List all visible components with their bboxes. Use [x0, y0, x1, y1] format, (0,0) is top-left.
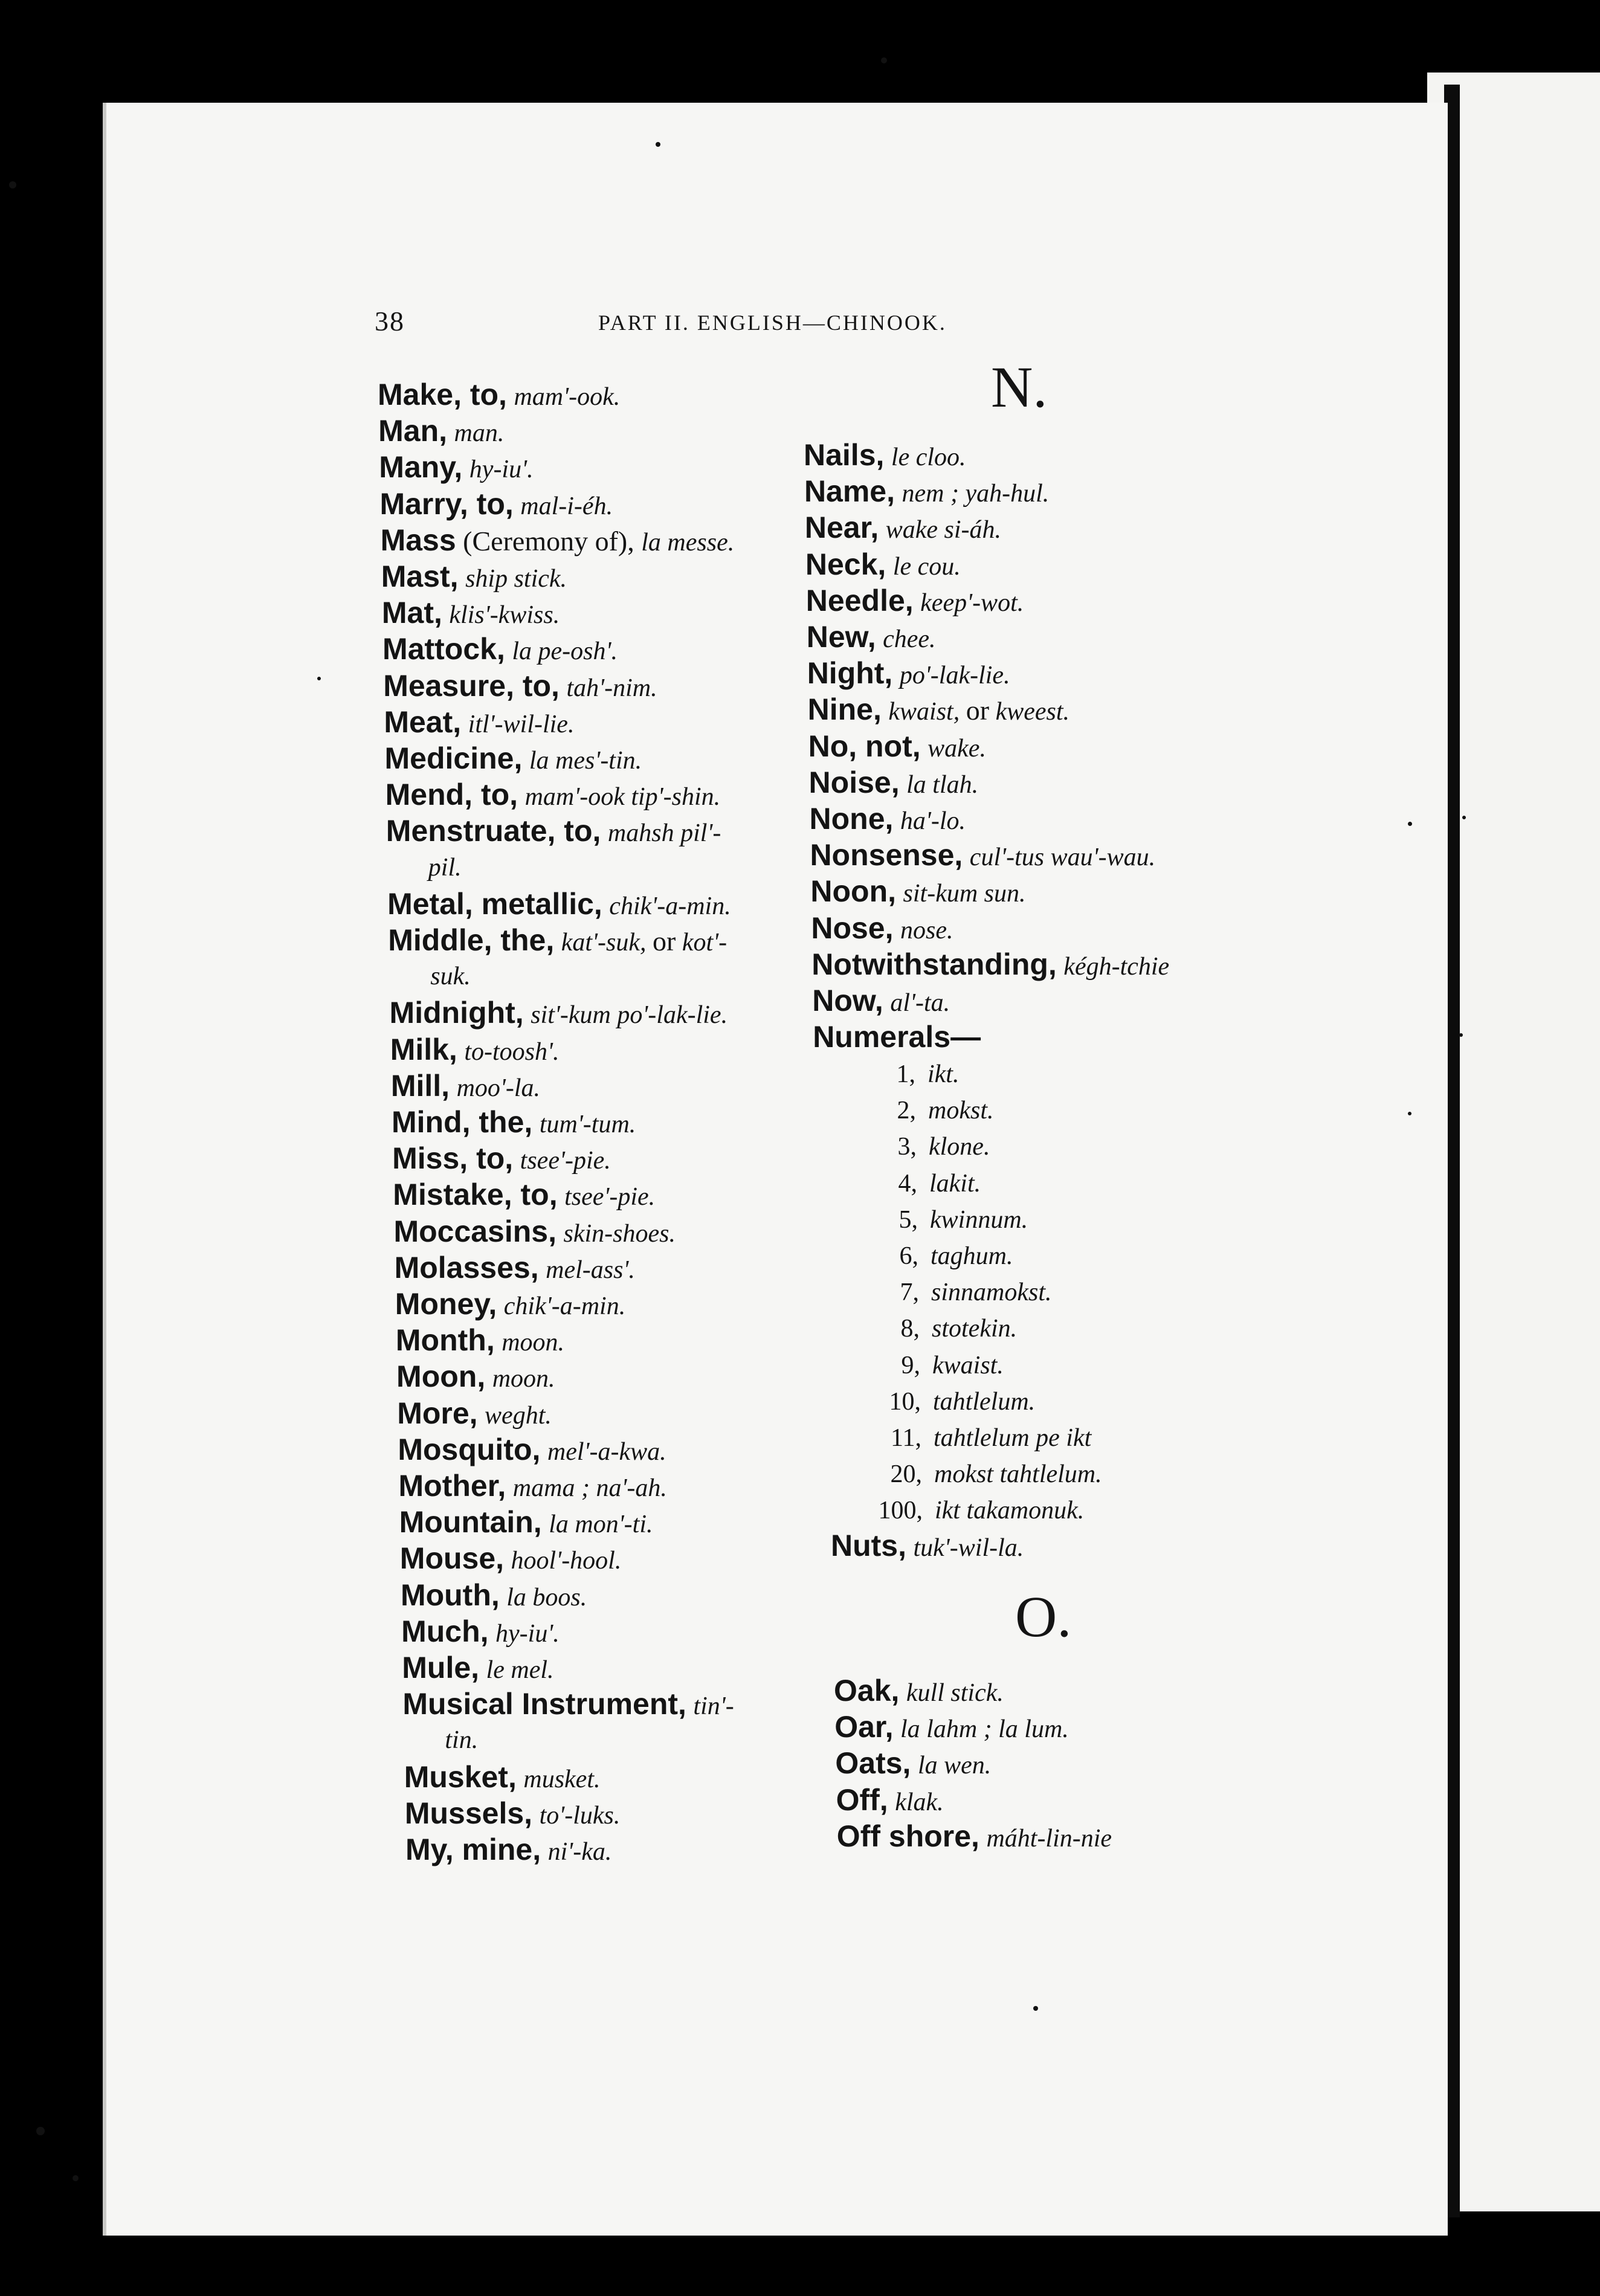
entry-headword: Medicine,	[384, 741, 523, 775]
entry-headword: Noon,	[810, 874, 897, 909]
dictionary-entry	[393, 1214, 676, 1251]
numeral-value: 4,	[898, 1169, 917, 1198]
entry-translation: chee.	[883, 625, 936, 653]
entry-headword: Mind, the,	[392, 1105, 533, 1139]
numeral-value: 2,	[897, 1097, 916, 1125]
entry-headword: Off,	[836, 1782, 888, 1817]
entry-translation: mahsh pil'-	[607, 819, 721, 848]
dictionary-entry	[381, 559, 567, 596]
entry-headword: Mass	[380, 523, 456, 557]
entry-headword: My, mine,	[405, 1833, 541, 1866]
entry-translation: itl'-wil-lie.	[468, 710, 575, 738]
entry-translation: le cloo.	[891, 443, 966, 471]
entry-translation: mam'-ook tip'-shin.	[524, 783, 721, 811]
entry-headword: Off shore,	[836, 1819, 979, 1853]
entry-headword: Many,	[379, 450, 463, 485]
dictionary-entry	[810, 838, 1155, 874]
dictionary-entry	[399, 1505, 653, 1541]
dictionary-entry	[395, 1287, 625, 1323]
entry-translation: chik'-a-min.	[503, 1292, 626, 1320]
entry-translation: sit'-kum po'-lak-lie.	[531, 1001, 728, 1030]
dictionary-entry	[808, 692, 1069, 729]
dictionary-entry	[809, 766, 979, 802]
entry-gloss: (Ceremony of),	[456, 525, 642, 556]
dictionary-entry	[390, 1033, 560, 1069]
entry-translation: mam'-ook.	[514, 383, 621, 411]
dictionary-entry	[404, 1760, 601, 1796]
dictionary-entry	[378, 414, 504, 450]
dictionary-entry	[805, 547, 961, 584]
dictionary-entry	[400, 1541, 622, 1578]
numeral-value: 8,	[900, 1315, 920, 1343]
entry-headword: Mother,	[398, 1469, 506, 1503]
entry-translation: tsee'-pie.	[520, 1147, 611, 1175]
entry-translation: tsee'-pie.	[564, 1183, 656, 1211]
entry-headword: Notwithstanding,	[811, 947, 1057, 981]
dictionary-entry	[382, 596, 560, 632]
entry-translation-alt: kot'-	[676, 929, 727, 956]
entry-translation: le mel.	[486, 1656, 554, 1684]
entry-translation: hy-iu'.	[469, 456, 534, 484]
dictionary-entry	[804, 474, 1049, 511]
numeral-value: 7,	[900, 1279, 919, 1307]
entry-headword: Much,	[401, 1614, 489, 1648]
entry-headword: Moon,	[396, 1359, 486, 1394]
entry-translation: ni'-ka.	[547, 1838, 612, 1866]
numeral-value: 9,	[901, 1351, 920, 1379]
dictionary-entry	[805, 511, 1001, 547]
numeral-word: tahtlelum pe ikt	[934, 1424, 1092, 1452]
entry-translation: moon.	[492, 1365, 555, 1393]
dictionary-entry	[810, 874, 1025, 911]
numeral-word: stotekin.	[932, 1315, 1018, 1343]
dictionary-entry	[405, 1833, 611, 1869]
dictionary-entry	[804, 438, 966, 474]
entry-headword: Numerals—	[813, 1020, 981, 1054]
dictionary-entry	[808, 729, 986, 766]
dictionary-entry	[393, 1178, 655, 1214]
numeral-word: lakit.	[929, 1169, 981, 1198]
dictionary-entry	[386, 814, 721, 850]
numeral-row	[857, 1203, 1028, 1237]
entry-translation: po'-lak-lie.	[899, 662, 1010, 690]
numeral-value: 20,	[890, 1460, 922, 1489]
dictionary-entry	[395, 1251, 635, 1287]
entry-headword: Nine,	[807, 692, 882, 727]
entry-headword: Needle,	[805, 583, 914, 618]
entry-translation: to-toosh'.	[464, 1037, 560, 1066]
numeral-value: 11,	[891, 1424, 921, 1452]
entry-headword: Mosquito,	[398, 1432, 541, 1466]
dictionary-entry	[387, 887, 731, 923]
numeral-row	[862, 1457, 1102, 1491]
numeral-word: kwaist.	[932, 1351, 1004, 1379]
entry-translation: la boos.	[506, 1583, 587, 1611]
entry-headword: Mat,	[381, 596, 442, 630]
entry-headword: No, not,	[808, 729, 921, 763]
scan-speck	[9, 181, 16, 189]
entry-translation: keep'-wot.	[920, 589, 1024, 617]
dictionary-entry	[811, 911, 953, 947]
entry-headword: Mussels,	[404, 1796, 533, 1830]
page-number: 38	[375, 306, 405, 337]
entry-headword: Now,	[812, 984, 883, 1017]
entry-headword: Month,	[395, 1323, 495, 1358]
entry-translation: ship stick.	[465, 565, 567, 593]
entry-headword: Meat,	[384, 705, 462, 739]
scan-speck	[1462, 816, 1466, 819]
numeral-word: ikt.	[927, 1060, 960, 1088]
entry-headword: Mill,	[390, 1068, 450, 1103]
entry-translation: la mon'-ti.	[549, 1511, 653, 1539]
scan-speck	[1408, 822, 1412, 826]
dictionary-entry	[379, 487, 613, 523]
scan-speck	[881, 57, 887, 63]
scan-speck	[36, 2127, 45, 2135]
numeral-word: ikt takamonuk.	[935, 1497, 1085, 1525]
entry-translation: mama ; na'-ah.	[512, 1474, 667, 1502]
entry-translation: la mes'-tin.	[529, 747, 642, 775]
entry-translation: la tlah.	[906, 770, 979, 799]
entry-headword: Mistake, to,	[393, 1178, 558, 1212]
numeral-row	[859, 1312, 1017, 1346]
entry-translation: tah'-nim.	[566, 674, 657, 702]
numeral-value: 100,	[878, 1497, 923, 1525]
dictionary-entry	[402, 1687, 734, 1723]
entry-headword: Nuts,	[831, 1529, 906, 1562]
numeral-row	[862, 1494, 1084, 1527]
numeral-value: 1,	[896, 1060, 915, 1088]
entry-headword: More,	[397, 1396, 478, 1430]
numeral-row	[856, 1130, 990, 1164]
dictionary-entry	[385, 778, 721, 814]
entry-translation: moo'-la.	[456, 1074, 541, 1102]
dictionary-entry	[402, 1651, 553, 1687]
scan-speck	[317, 677, 321, 680]
entry-headword: New,	[806, 620, 876, 654]
entry-headword: Oats,	[835, 1746, 911, 1781]
dictionary-entry	[382, 632, 618, 668]
entry-headword: Mast,	[381, 559, 459, 593]
dictionary-entry	[810, 802, 966, 838]
entry-translation: klak.	[895, 1788, 944, 1816]
entry-translation: tin'-	[693, 1692, 734, 1721]
entry-headword: Mouse,	[399, 1541, 505, 1576]
entry-translation: kull stick.	[906, 1679, 1004, 1707]
entry-translation: mel'-a-kwa.	[547, 1437, 666, 1466]
dictionary-entry	[385, 741, 642, 778]
dictionary-entry	[383, 669, 657, 705]
dictionary-entry	[384, 705, 574, 741]
entry-translation: mel-ass'.	[546, 1256, 635, 1284]
dictionary-entry	[392, 1105, 636, 1141]
numeral-value: 5,	[898, 1205, 918, 1234]
entry-headword: Moccasins,	[393, 1214, 556, 1248]
dictionary-entry	[378, 378, 620, 414]
scan-speck	[73, 2175, 79, 2181]
numeral-row	[857, 1167, 981, 1201]
numeral-word: mokst.	[928, 1097, 994, 1125]
numeral-word: tahtlelum.	[933, 1387, 1036, 1416]
dictionary-entry	[388, 923, 727, 959]
entry-headword: Mule,	[402, 1651, 480, 1685]
dictionary-entry	[837, 1819, 1112, 1856]
dictionary-entry	[835, 1746, 991, 1782]
entry-translation: moon.	[502, 1329, 565, 1357]
entry-translation: to'-luks.	[539, 1801, 621, 1830]
dictionary-entry	[836, 1783, 944, 1819]
dictionary-entry	[381, 523, 735, 559]
entry-headword: Mend, to,	[385, 778, 518, 812]
entry-translation: musket.	[523, 1765, 601, 1793]
numeral-row	[860, 1349, 1004, 1382]
dictionary-entry	[834, 1674, 1004, 1710]
entry-translation: hool'-hool.	[511, 1547, 622, 1575]
entry-headword: Musical Instrument,	[402, 1687, 686, 1721]
entry-headword: Night,	[807, 656, 893, 691]
dictionary-entry	[391, 1069, 540, 1105]
entry-headword: None,	[809, 802, 894, 836]
entry-headword: Menstruate, to,	[385, 814, 601, 848]
entry-translation: weght.	[485, 1401, 552, 1430]
entry-translation: nem ; yah-hul.	[902, 480, 1050, 508]
entry-headword: Nonsense,	[810, 838, 963, 872]
entry-translation: klis'-kwiss.	[449, 601, 560, 630]
entry-translation: máht-lin-nie	[986, 1824, 1112, 1853]
numeral-row	[861, 1421, 1091, 1455]
numeral-row	[859, 1275, 1052, 1309]
dictionary-entry	[807, 656, 1010, 692]
entry-headword: Oak,	[834, 1674, 900, 1707]
entry-translation: skin-shoes.	[563, 1219, 676, 1248]
entry-headword: Measure, to,	[383, 668, 560, 703]
numeral-row	[855, 1057, 959, 1091]
numeral-word: mokst tahtlelum.	[934, 1460, 1102, 1489]
entry-headword: Mountain,	[399, 1505, 542, 1540]
entry-headword: Molasses,	[394, 1250, 539, 1285]
entry-headword: Marry, to,	[379, 486, 514, 521]
entry-headword: Nails,	[804, 438, 885, 472]
dictionary-entry	[811, 947, 1169, 984]
numeral-value: 3,	[897, 1133, 917, 1161]
dictionary-entry	[401, 1614, 560, 1651]
dictionary-entry	[392, 1141, 611, 1178]
running-head-title: PART II. ENGLISH—CHINOOK.	[598, 311, 947, 335]
entry-headword: Mattock,	[382, 632, 505, 666]
entry-continuation: tin.	[445, 1726, 479, 1755]
numeral-value: 10,	[889, 1387, 921, 1416]
entry-headword: Mouth,	[400, 1578, 500, 1612]
scan-speck	[1408, 1112, 1411, 1115]
entry-translation: sit-kum sun.	[903, 880, 1026, 908]
entry-conjunction: or	[653, 926, 676, 956]
entry-headword: Name,	[804, 474, 895, 509]
entry-headword: Metal, metallic,	[387, 886, 602, 921]
entry-translation-alt: kweest.	[989, 698, 1070, 726]
dictionary-entry	[807, 620, 936, 656]
numeral-word: kwinnum.	[930, 1205, 1028, 1234]
dictionary-entry	[831, 1529, 1024, 1565]
entry-translation: la wen.	[917, 1752, 992, 1780]
entry-headword: Nose,	[811, 911, 894, 945]
scan-speck	[656, 142, 660, 147]
entry-headword: Midnight,	[389, 996, 524, 1030]
numeral-value: 6,	[899, 1242, 918, 1270]
dictionary-entry	[812, 984, 950, 1020]
entry-translation: tum'-tum.	[539, 1111, 636, 1138]
dictionary-entry	[806, 584, 1024, 620]
numeral-word: klone.	[929, 1133, 990, 1161]
dictionary-entry	[401, 1578, 587, 1614]
entry-translation: hy-iu'.	[495, 1619, 560, 1648]
dictionary-entry	[397, 1396, 552, 1433]
entry-translation: kat'-suk,	[561, 929, 653, 956]
entry-translation: ha'-lo.	[900, 807, 966, 835]
entry-headword: Man,	[378, 414, 448, 448]
entry-headword: Miss, to,	[392, 1141, 514, 1176]
entry-translation: la lahm ; la lum.	[900, 1715, 1069, 1744]
dictionary-entry	[813, 1020, 981, 1055]
entry-headword: Middle, the,	[388, 923, 555, 957]
dictionary-entry	[379, 450, 533, 486]
entry-translation: le cou.	[892, 552, 961, 581]
dictionary-entry	[834, 1710, 1069, 1746]
entry-conjunction: or	[966, 695, 990, 726]
entry-headword: Neck,	[805, 547, 886, 581]
dictionary-entry	[398, 1433, 666, 1469]
entry-translation: man.	[454, 419, 505, 448]
entry-translation: tuk'-wil-la.	[913, 1534, 1024, 1562]
entry-continuation: pil.	[428, 853, 462, 882]
entry-translation: kwaist,	[888, 698, 966, 726]
entry-translation: nose.	[900, 916, 953, 944]
dictionary-entry	[390, 996, 728, 1032]
numeral-row	[860, 1385, 1035, 1419]
entry-headword: Milk,	[390, 1032, 457, 1066]
dictionary-entry	[396, 1323, 564, 1359]
entry-headword: Oar,	[834, 1710, 894, 1744]
scan-speck	[1033, 2006, 1038, 2011]
entry-headword: Money,	[395, 1287, 497, 1321]
entry-headword: Noise,	[808, 765, 900, 799]
dictionary-entry	[399, 1469, 667, 1505]
numeral-row	[856, 1094, 994, 1127]
section-letter-o: O.	[1015, 1584, 1072, 1649]
entry-translation: la pe-osh'.	[512, 637, 618, 666]
entry-translation: al'-ta.	[890, 989, 950, 1017]
entry-translation: kégh-tchie	[1063, 952, 1170, 981]
entry-translation: cul'-tus wau'-wau.	[969, 843, 1156, 872]
entry-translation: wake si-áh.	[885, 516, 1002, 544]
entry-translation: la messe.	[641, 528, 735, 556]
section-letter-n: N.	[991, 355, 1048, 419]
dictionary-entry	[396, 1359, 555, 1396]
entry-continuation: suk.	[430, 963, 471, 991]
entry-headword: Musket,	[404, 1759, 517, 1794]
entry-translation: wake.	[927, 734, 986, 763]
entry-translation: chik'-a-min.	[609, 892, 731, 920]
numeral-row	[858, 1239, 1013, 1273]
entry-headword: Make, to,	[378, 378, 507, 411]
entry-headword: Near,	[804, 511, 879, 545]
dictionary-entry	[405, 1796, 621, 1833]
scan-speck	[1459, 1033, 1463, 1037]
numeral-word: taghum.	[931, 1242, 1013, 1270]
entry-translation: mal-i-éh.	[520, 492, 613, 520]
numeral-word: sinnamokst.	[931, 1279, 1052, 1307]
